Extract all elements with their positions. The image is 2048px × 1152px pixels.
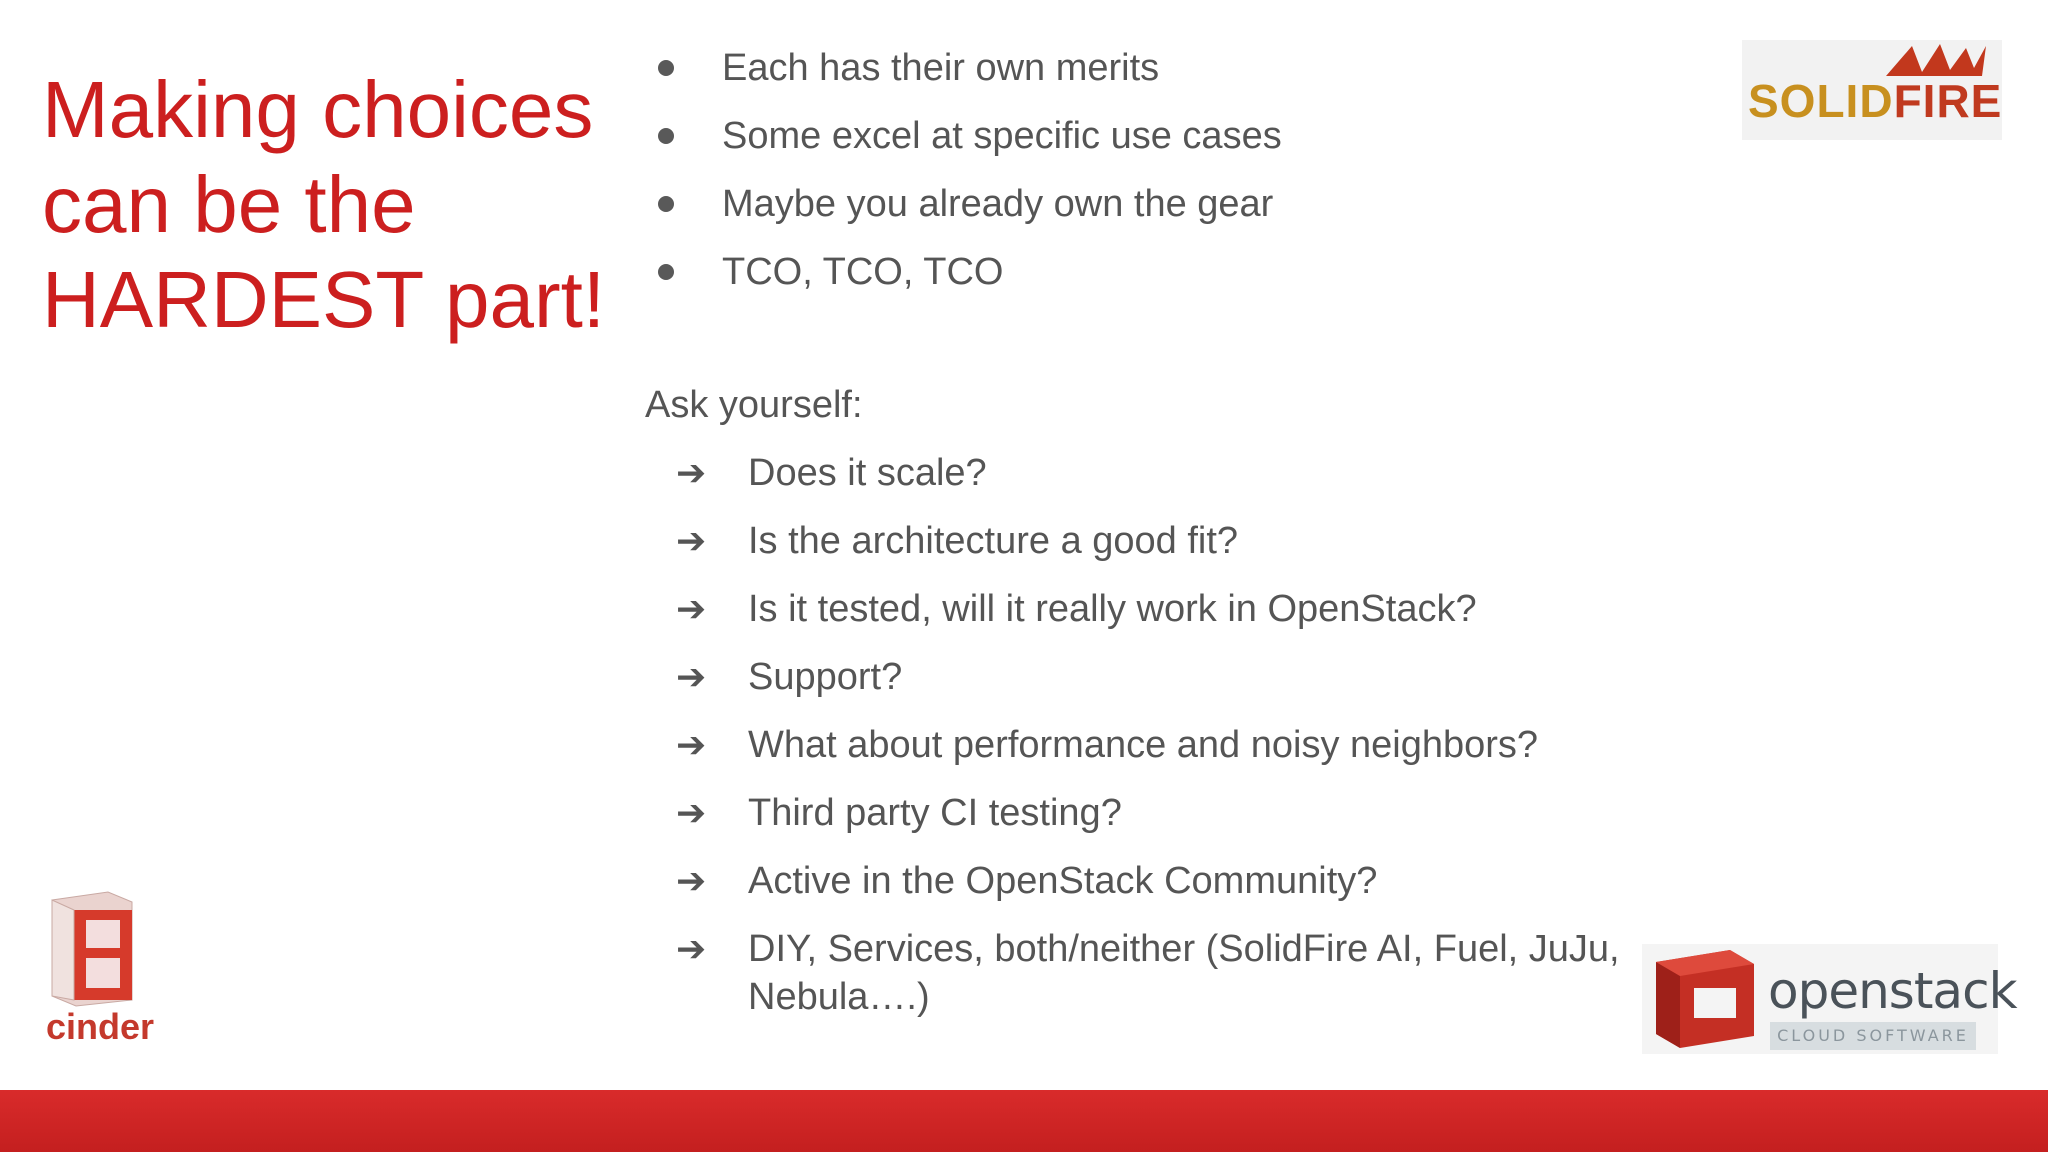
question-text: DIY, Services, both/neither (SolidFire AI, Fuel, JuJu, Nebula….) [748,928,1620,1018]
bullet-item [652,238,1282,306]
bullet-text: Each has their own merits [722,47,1160,89]
question-item [676,711,1748,779]
openstack-cube-icon [1650,946,1762,1050]
question-item [676,779,1748,847]
solidfire-logo [1742,40,2002,140]
slide-title-line: can be the [42,160,416,249]
arrow-right-icon: ➔ [676,520,707,561]
openstack-tagline: CLOUD SOFTWARE [1770,1022,1976,1050]
question-text: What about performance and noisy neighbors? [748,724,1539,766]
openstack-wordmark: openstack [1768,962,2017,1020]
question-list [676,439,1748,1021]
arrow-right-icon: ➔ [676,452,707,493]
solidfire-wordmark [1748,74,2002,128]
question-text: Is it tested, will it really work in OpenStack? [748,588,1477,630]
bullet-dot-icon [658,196,674,212]
question-text: Active in the OpenStack Community? [748,860,1378,902]
question-text: Support? [748,656,903,698]
cinder-wordmark: cinder [46,1006,155,1047]
bullet-text: TCO, TCO, TCO [722,251,1004,293]
bullet-item [652,34,1282,102]
footer-bar [0,1090,2048,1152]
bullet-dot-icon [658,128,674,144]
solidfire-wordmark-solid: SOLID [1748,75,1894,127]
question-text: Is the architecture a good fit? [748,520,1239,562]
solidfire-flame-icon [1882,42,1992,78]
bullet-list [652,34,1282,306]
arrow-right-icon: ➔ [676,724,707,765]
slide-title-line: Making choices [42,65,594,154]
question-item [676,847,1748,915]
bullet-text: Some excel at specific use cases [722,115,1282,157]
question-item [676,643,1748,711]
arrow-right-icon: ➔ [676,656,707,697]
slide-title [42,62,642,347]
cinder-bookcase-icon [40,888,140,1008]
cinder-logo [40,888,170,1048]
ask-heading: Ask yourself: [645,384,863,426]
question-item [676,507,1748,575]
question-text: Third party CI testing? [748,792,1122,834]
openstack-logo [1642,944,2017,1054]
solidfire-wordmark-fire: FIRE [1893,75,2003,127]
bullet-item [652,102,1282,170]
bullet-item [652,170,1282,238]
arrow-right-icon: ➔ [676,588,707,629]
bullet-dot-icon [658,60,674,76]
arrow-right-icon: ➔ [676,792,707,833]
question-item [676,915,1748,1021]
bullet-dot-icon [658,264,674,280]
question-item [676,439,1748,507]
question-text: Does it scale? [748,452,987,494]
question-item [676,575,1748,643]
arrow-right-icon: ➔ [676,860,707,901]
bullet-text: Maybe you already own the gear [722,183,1274,225]
slide-title-line: HARDEST part! [42,255,606,344]
arrow-right-icon: ➔ [676,928,707,969]
